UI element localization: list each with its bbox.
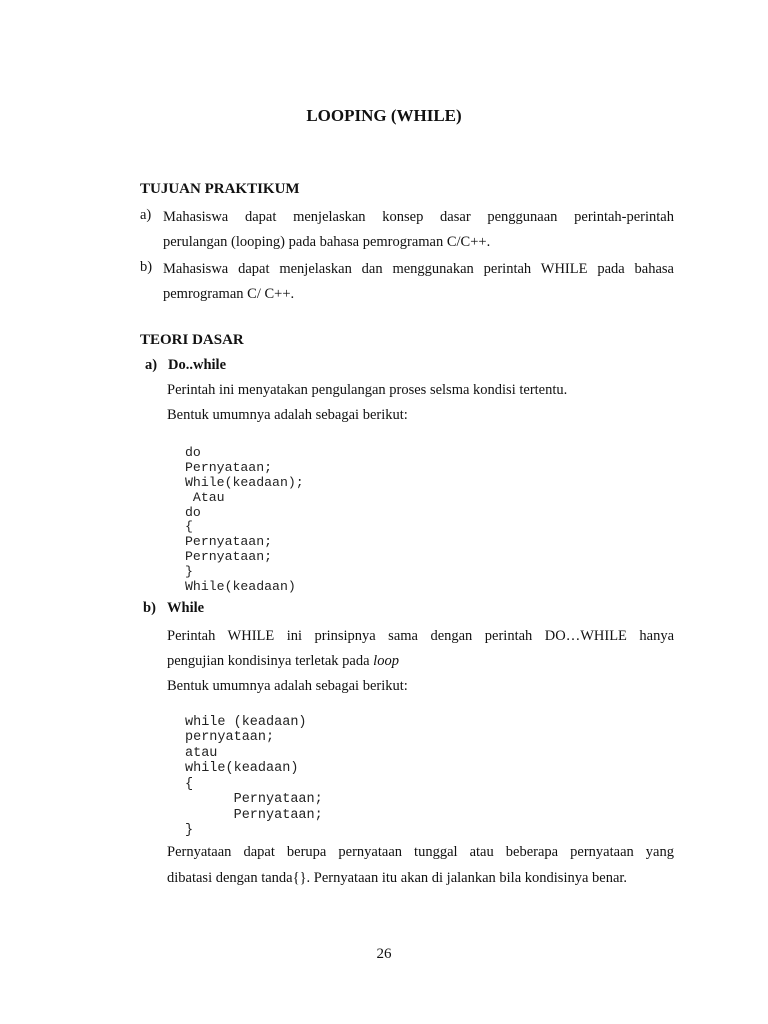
code-line: } [185, 564, 193, 580]
code-line: atau [185, 745, 218, 761]
page-title: LOOPING (WHILE) [306, 106, 462, 125]
code-line: { [185, 519, 193, 535]
code-line: Pernyataan; [185, 807, 323, 823]
tujuan-item-a-line1: Mahasiswa dapat menjelaskan konsep dasar penggunaan perintah-perintah [163, 209, 674, 225]
code-line: Pernyataan; [185, 792, 323, 807]
while-form-label: Bentuk umumnya adalah sebagai berikut: [167, 678, 408, 694]
while-note-line2: dibatasi dengan tanda{}. Pernyataan itu akan di jalankan bila kondisinya benar. [167, 870, 628, 886]
dowhile-description: Perintah ini menyatakan pengulangan proses selsma kondisi tertentu. [167, 382, 568, 398]
while-code-block [185, 699, 323, 854]
tujuan-item-a-line2: perulangan (looping) pada bahasa pemrograman C/C++. [163, 234, 491, 250]
code-line: While(keadaan); [185, 474, 304, 490]
while-description-line1: Perintah WHILE ini prinsipnya sama dengan perintah DO…WHILE hanya [167, 628, 674, 644]
code-line: } [185, 823, 194, 838]
code-line: Pernyataan; [185, 459, 273, 475]
subsection-title-dowhile: Do..while [168, 357, 226, 373]
code-line: { [185, 776, 194, 792]
subsection-label-b: b) [143, 600, 156, 616]
page-number: 26 [376, 946, 392, 962]
while-note-line1: Pernyataan dapat berupa pernyataan tunggal atau beberapa pernyataan yang [167, 844, 674, 860]
code-line: while(keadaan) [185, 761, 299, 776]
code-line: while (keadaan) [185, 714, 307, 730]
while-description-line2 [167, 649, 674, 673]
code-line: Pernyataan; [185, 534, 273, 550]
tujuan-item-b-line1: Mahasiswa dapat menjelaskan dan menggunakan perintah WHILE pada bahasa [163, 261, 674, 277]
section-heading-teori: TEORI DASAR [140, 332, 244, 348]
while-description-italic: loop [373, 653, 399, 669]
dowhile-form-label: Bentuk umumnya adalah sebagai berikut: [167, 407, 408, 423]
code-line: pernyataan; [185, 730, 275, 745]
subsection-title-while: While [167, 600, 205, 616]
while-description-text: pengujian kondisinya terletak pada [167, 653, 374, 669]
code-line: Pernyataan; [185, 549, 273, 565]
subsection-label-a: a) [145, 357, 158, 373]
code-line: While(keadaan) [185, 579, 296, 595]
code-line: do [185, 504, 201, 520]
section-heading-tujuan: TUJUAN PRAKTIKUM [140, 181, 300, 197]
dowhile-code-block [185, 431, 304, 610]
code-line: do [185, 444, 201, 460]
list-label-a: a) [140, 207, 152, 223]
tujuan-item-b-line2: pemrograman C/ C++. [163, 286, 295, 302]
list-label-b: b) [140, 259, 153, 275]
code-line: Atau [185, 489, 225, 505]
